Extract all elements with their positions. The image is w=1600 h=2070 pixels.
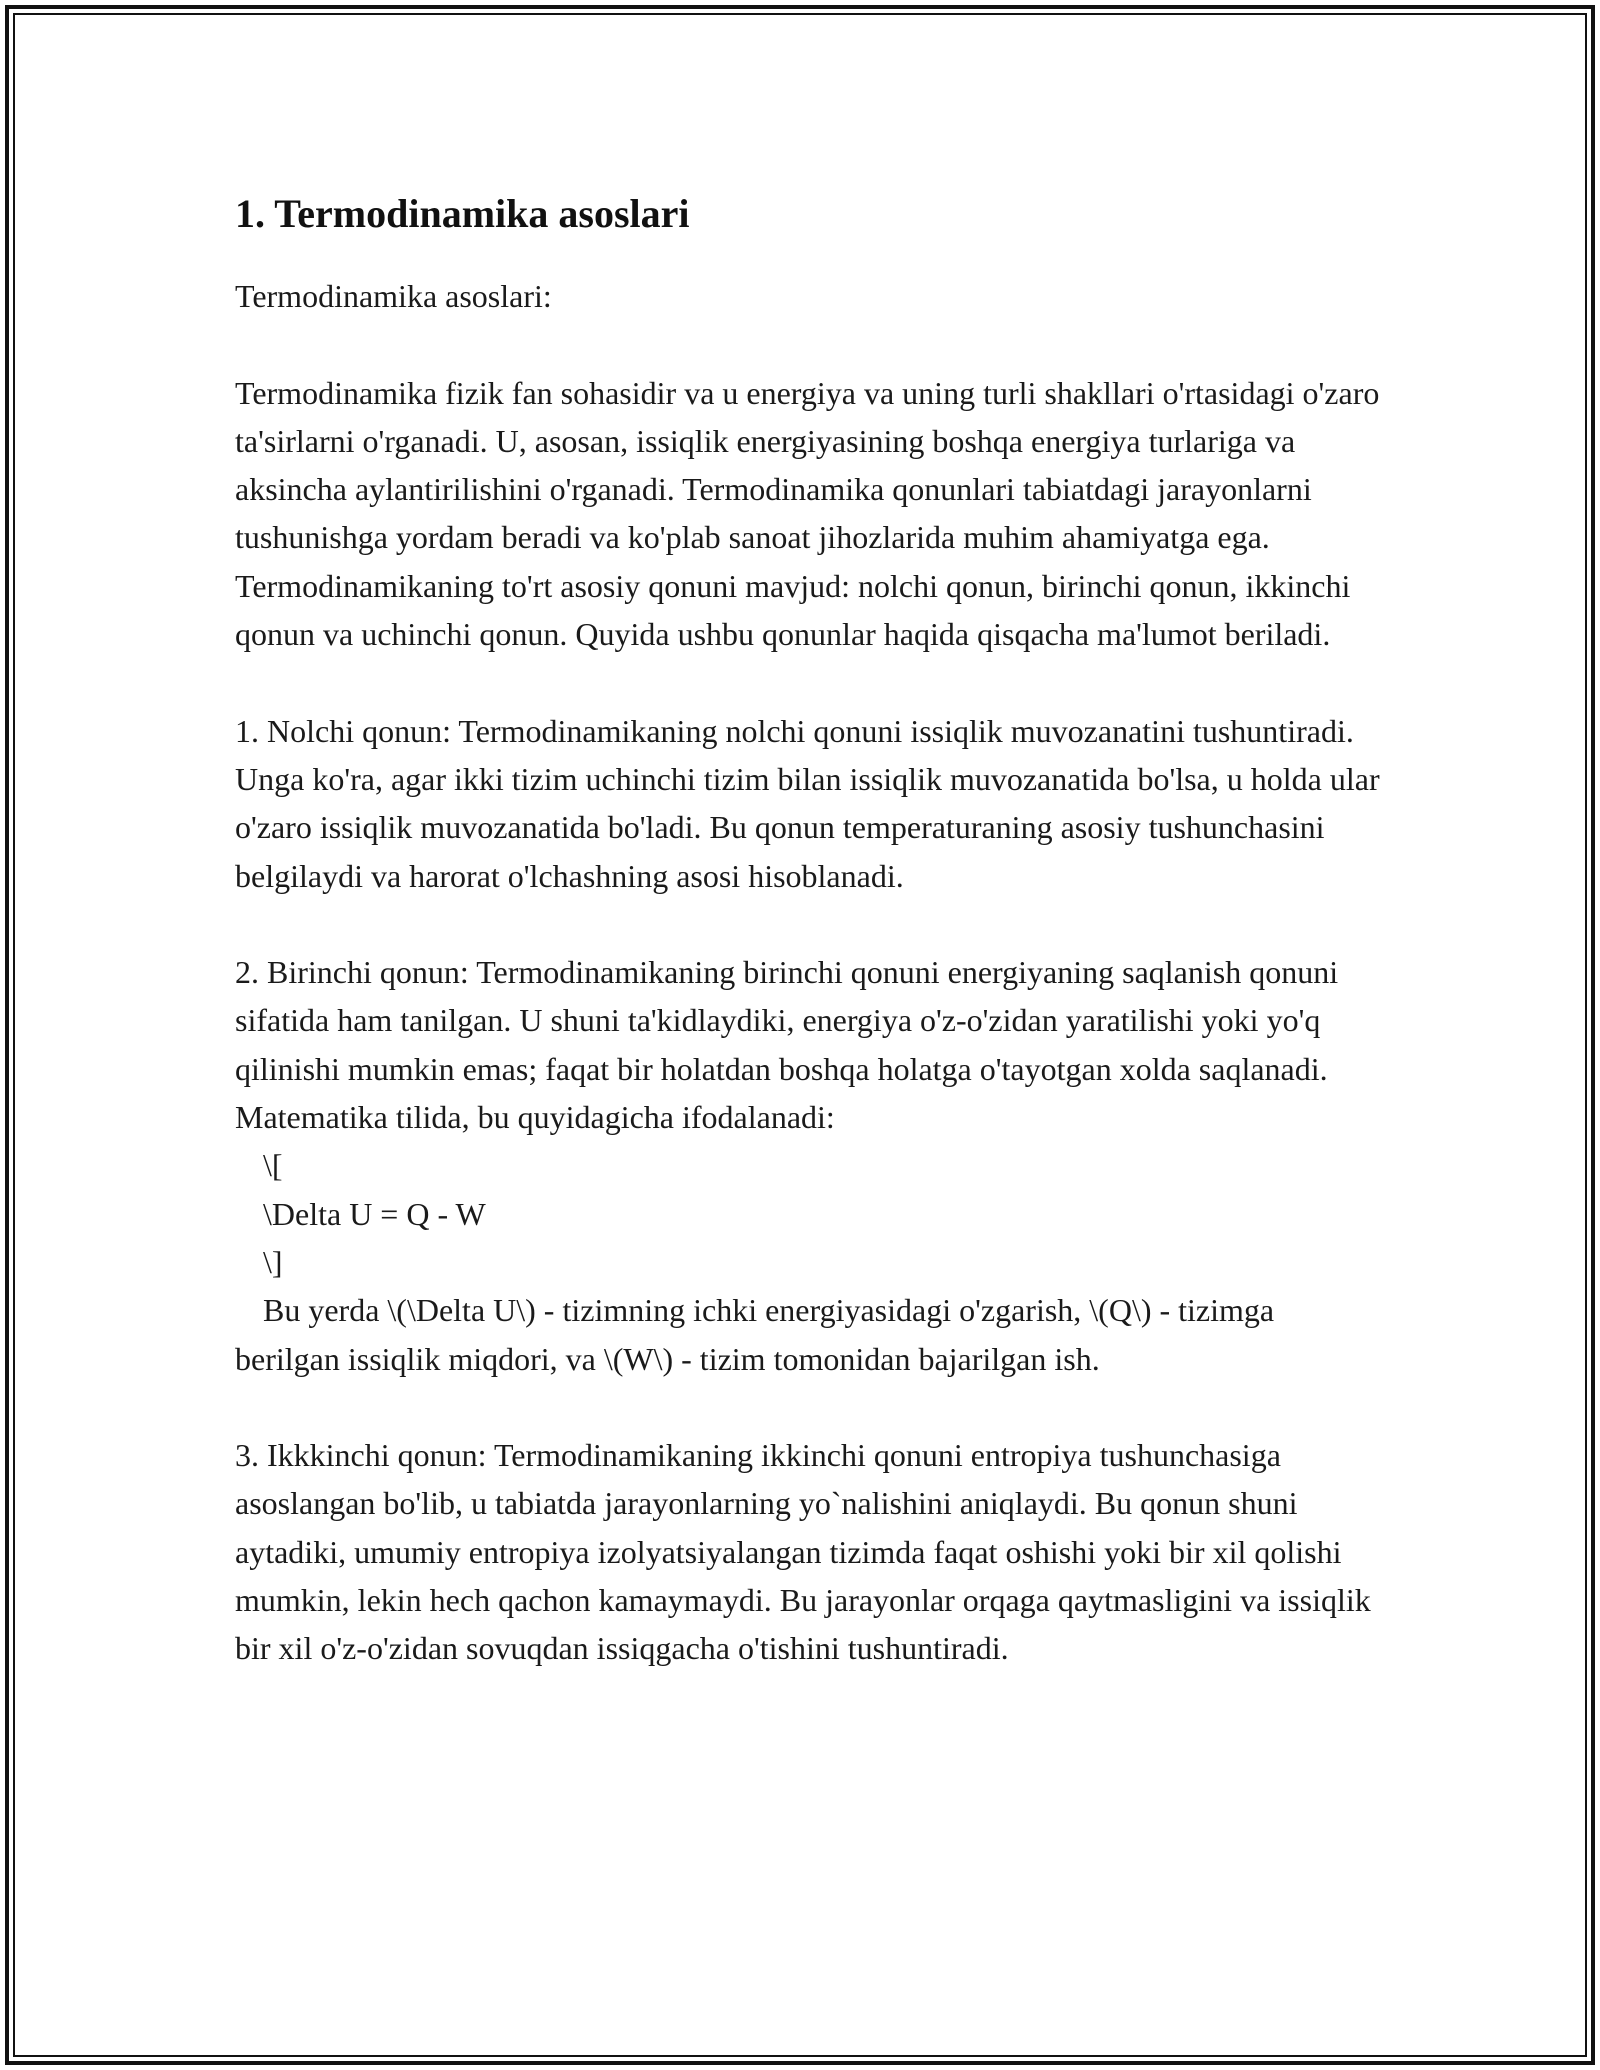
blank-line <box>235 320 1385 368</box>
intro-paragraph: Termodinamika fizik fan sohasidir va u energiya va uning turli shakllari o'rtasidagi o'zaro ta'sirlarni o'rganadi. U, asosan, issiqlik energiyasining boshqa energiya turlariga va aksincha aylantirilishini o'rganadi. Termodinamika qonunlari tabiatdagi jarayonlarni tushunishga yordam beradi va ko'plab sanoat jihozlarida muhim ahamiyatga ega. Termodinamikaning to'rt asosiy qonuni mavjud: nolchi qonun, birinchi qonun, ikkinchi qonun va uchinchi qonun. Quyida ushbu qonunlar haqida qisqacha ma'lumot beriladi. <box>235 374 1380 653</box>
blank-line <box>235 658 1385 706</box>
zeroth-law-paragraph: 1. Nolchi qonun: Termodinamikaning nolchi qonuni issiqlik muvozanatini tushuntiradi. Unga ko'ra, agar ikki tizim uchinchi tizim bilan issiqlik muvozanatida bo'lsa, u holda ular o'zaro issiqlik muvozanatida bo'ladi. Bu qonun temperaturaning asosiy tushunchasini belgilaydi va harorat o'lchashning asosi hisoblanadi. <box>235 712 1380 894</box>
formula-explanation <box>235 1286 1385 1383</box>
formula-close: \] <box>263 1243 283 1280</box>
first-law-paragraph: 2. Birinchi qonun: Termodinamikaning birinchi qonuni energiyaning saqlanish qonuni sifatida ham tanilgan. U shuni ta'kidlaydiki, energiya o'z-o'zidan yaratilishi yoki yo'q qilinishi mumkin emas; faqat bir holatdan boshqa holatga o'tayotgan xolda saqlanadi. Matematika tilida, bu quyidagicha ifodalanadi: <box>235 954 1339 1136</box>
document-body <box>235 190 1385 1673</box>
section-heading: 1. Termodinamika asoslari <box>235 191 690 236</box>
formula-explanation-text: Bu yerda \(\Delta U\) - tizimning ichki energiyasidagi o'zgarish, \(Q\) - tizimga berilgan issiqlik miqdori, va \(W\) - tizim tomonidan bajarilgan ish. <box>235 1292 1275 1377</box>
formula-open: \[ <box>263 1147 283 1184</box>
formula: \Delta U = Q - W <box>263 1195 486 1232</box>
second-law-paragraph: 3. Ikkkinchi qonun: Termodinamikaning ikkinchi qonuni entropiya tushunchasiga asoslangan bo'lib, u tabiatda jarayonlarning yo`nalishini aniqlaydi. Bu qonun shuni aytadiki, umumiy entropiya izolyatsiyalangan tizimda faqat oshishi yoki bir xil qolishi mumkin, lekin hech qachon kamaymaydi. Bu jarayonlar orqaga qaytmasligini va issiqlik bir xil o'z-o'zidan sovuqdan issiqgacha o'tishini tushuntiradi. <box>235 1437 1371 1667</box>
section-subheading: Termodinamika asoslari: <box>235 278 552 314</box>
blank-line <box>235 1383 1385 1431</box>
blank-line <box>235 900 1385 948</box>
